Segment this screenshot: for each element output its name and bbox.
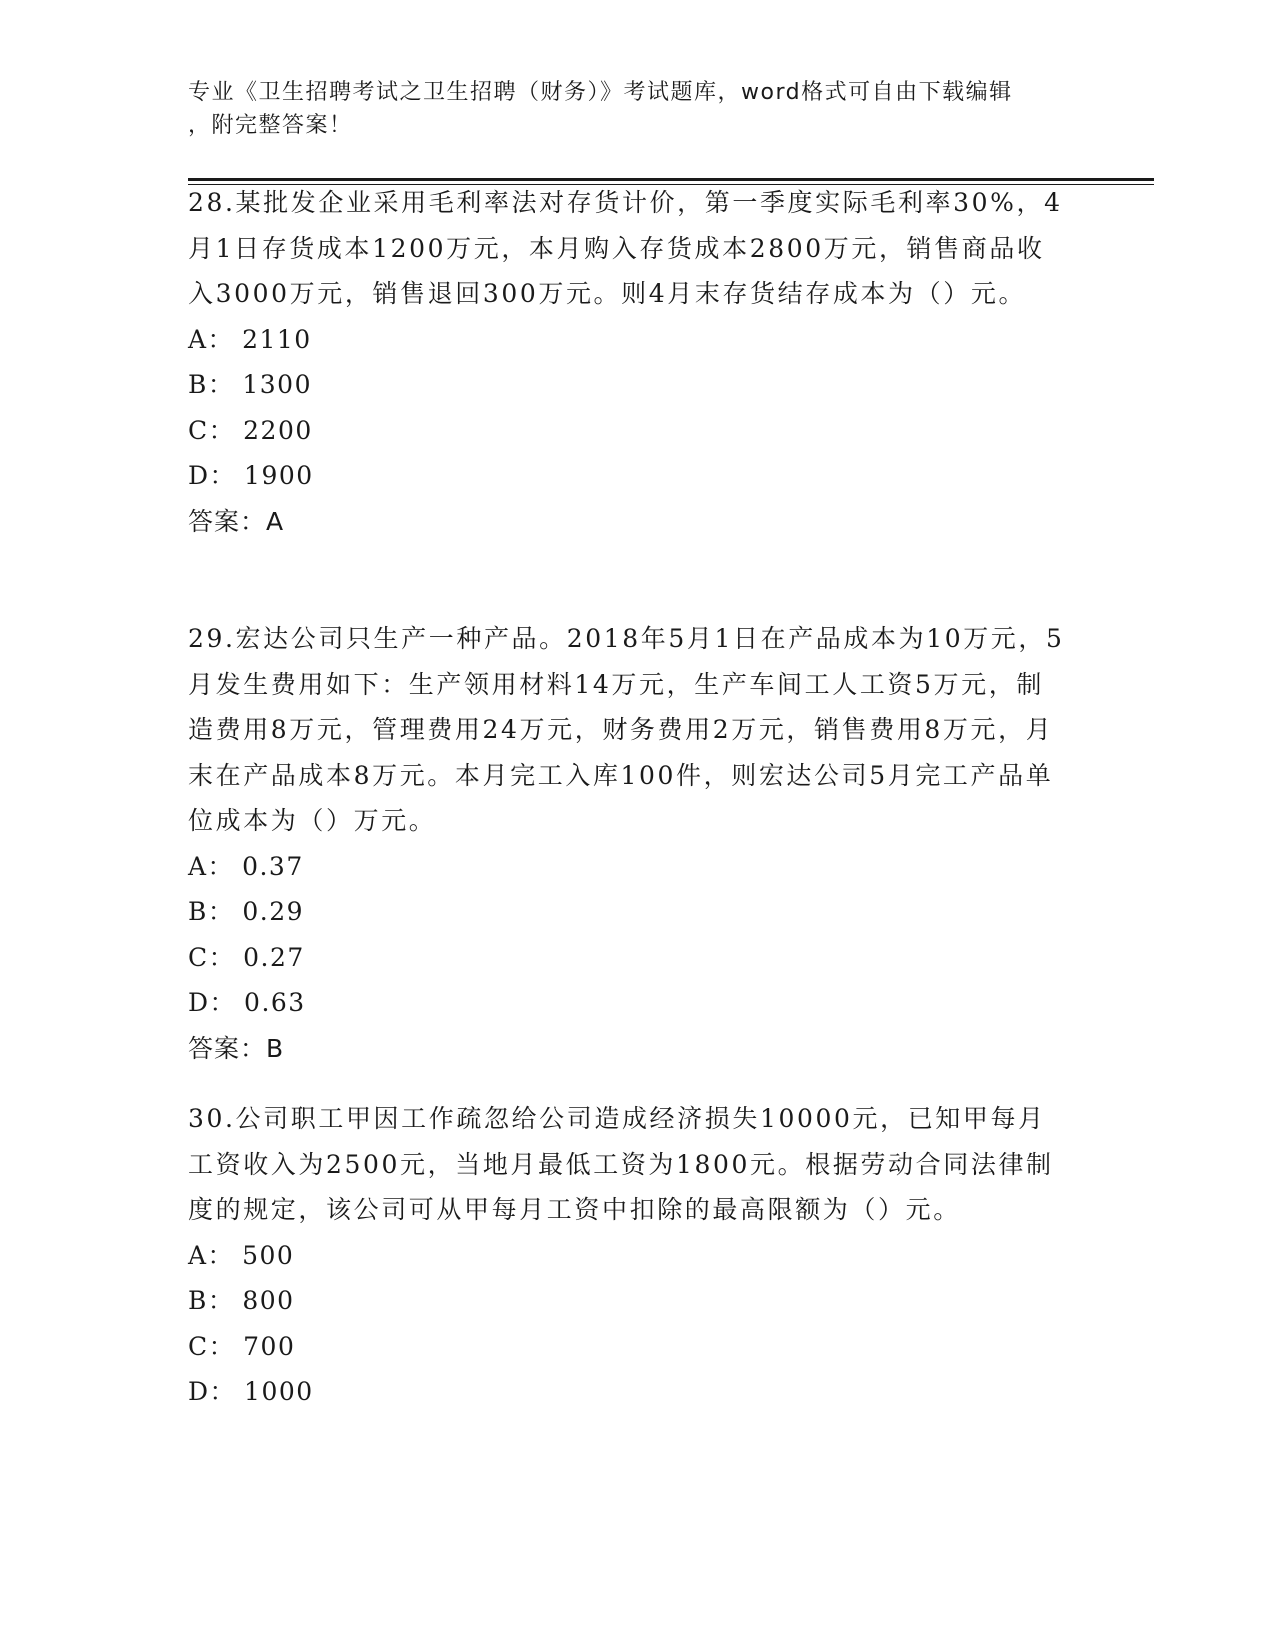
answer-label: 答案：A xyxy=(188,506,285,536)
option-key: B： xyxy=(188,370,235,399)
document-header xyxy=(188,76,1068,142)
question-29 xyxy=(188,616,1068,1071)
option-value: 1300 xyxy=(242,370,312,399)
option-c xyxy=(188,408,1068,454)
answer-label: 答案：B xyxy=(188,1033,285,1063)
option-b xyxy=(188,889,1068,935)
option-value: 500 xyxy=(242,1240,295,1270)
option-key: D： xyxy=(188,461,237,490)
option-key: C： xyxy=(188,1331,236,1361)
option-a xyxy=(188,1233,1068,1279)
option-b xyxy=(188,362,1068,408)
option-d xyxy=(188,1369,1068,1415)
option-d xyxy=(188,453,1068,499)
option-d xyxy=(188,980,1068,1026)
option-value: 2110 xyxy=(242,324,312,354)
option-value: 700 xyxy=(243,1331,296,1361)
question-stem: 29.宏达公司只生产一种产品。2018年5月1日在产品成本为10万元，5月发生费用如下：生产领用材料14万元，生产车间工人工资5万元，制造费用8万元，管理费用24万元，财务费用2万元，销售费用8万元，月末在产品成本8万元。本月完工入库100件，则宏达公司5月完工产品单位成本为（）万元。 xyxy=(188,624,1065,835)
option-key: A： xyxy=(188,324,235,354)
option-c xyxy=(188,935,1068,981)
option-key: A： xyxy=(188,1240,235,1270)
option-key: D： xyxy=(188,988,237,1017)
option-key: B： xyxy=(188,897,235,926)
question-30 xyxy=(188,1096,1068,1415)
header-line-2: ，附完整答案！ xyxy=(188,113,353,138)
option-value: 1900 xyxy=(244,461,314,490)
option-key: C： xyxy=(188,942,236,972)
option-a xyxy=(188,844,1068,890)
option-a xyxy=(188,317,1068,363)
option-key: B： xyxy=(188,1286,235,1315)
option-value: 0.27 xyxy=(243,942,305,972)
option-value: 0.29 xyxy=(242,897,305,926)
option-value: 800 xyxy=(242,1286,295,1315)
option-c xyxy=(188,1324,1068,1370)
option-value: 0.37 xyxy=(242,851,304,881)
option-key: D： xyxy=(188,1377,237,1406)
option-key: A： xyxy=(188,851,235,881)
option-b xyxy=(188,1278,1068,1324)
header-line-1: 专业《卫生招聘考试之卫生招聘（财务）》考试题库，word格式可自由下载编辑 xyxy=(188,80,1013,105)
option-value: 0.63 xyxy=(244,988,306,1017)
option-key: C： xyxy=(188,415,236,445)
option-value: 2200 xyxy=(243,415,313,445)
option-value: 1000 xyxy=(244,1377,314,1406)
question-stem: 30.公司职工甲因工作疏忽给公司造成经济损失10000元，已知甲每月工资收入为2500元，当地月最低工资为1800元。根据劳动合同法律制度的规定，该公司可从甲每月工资中扣除的最高限额为（）元。 xyxy=(188,1104,1054,1224)
question-28 xyxy=(188,180,1068,544)
question-stem: 28.某批发企业采用毛利率法对存货计价，第一季度实际毛利率30%，4月1日存货成本1200万元，本月购入存货成本2800万元，销售商品收入3000万元，销售退回300万元。则4月末存货结存成本为（）元。 xyxy=(188,188,1063,308)
